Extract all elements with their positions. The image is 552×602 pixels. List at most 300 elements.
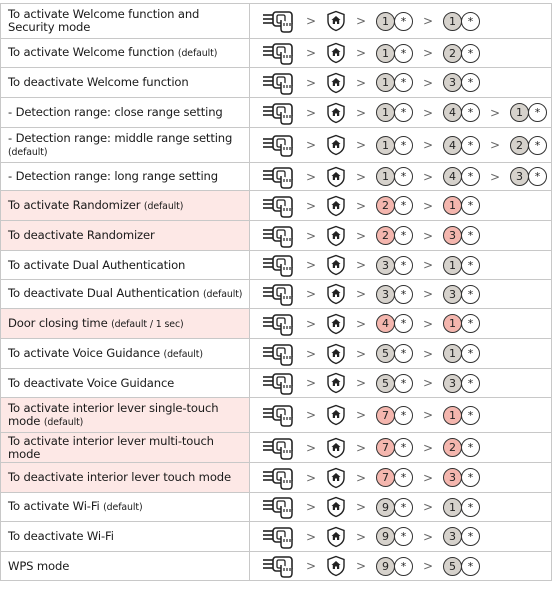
star-key: * (528, 136, 547, 155)
row-label-text: To activate Randomizer (8, 197, 144, 212)
arrow-separator: > (355, 440, 367, 455)
star-key: * (394, 438, 413, 457)
star-key: * (461, 103, 480, 122)
row-label (1, 369, 250, 398)
number-key: 3 (443, 73, 462, 92)
row-label-note: (default) (177, 48, 218, 59)
star-key: * (394, 314, 413, 333)
number-key: 9 (376, 557, 395, 576)
key-press (443, 226, 480, 245)
row-label (1, 493, 250, 522)
home-shield-icon (326, 555, 346, 577)
arrow-separator: > (422, 198, 434, 213)
row-label-text: To deactivate Wi-Fi (8, 529, 114, 543)
number-key: 1 (376, 12, 395, 31)
key-press (443, 557, 480, 576)
star-key: * (394, 44, 413, 63)
home-shield-icon (326, 254, 346, 276)
registration-card-icon (262, 282, 296, 306)
key-press (376, 196, 413, 215)
arrow-separator: > (422, 75, 434, 90)
key-sequence-inner (262, 466, 551, 490)
star-key: * (461, 527, 480, 546)
key-press (443, 136, 480, 155)
arrow-separator: > (355, 376, 367, 390)
key-press (443, 314, 480, 333)
home-shield-icon (326, 10, 346, 32)
key-press (443, 167, 480, 186)
arrow-separator: > (422, 376, 434, 390)
arrow-separator: > (355, 346, 367, 361)
row-label (1, 128, 250, 163)
arrow-separator: > (355, 559, 367, 573)
home-shield-icon (326, 134, 346, 156)
star-key: * (461, 196, 480, 215)
arrow-separator: > (305, 46, 317, 60)
home-shield-icon (326, 313, 346, 335)
key-sequence (250, 280, 552, 309)
key-sequence (250, 522, 552, 552)
key-sequence-inner (262, 133, 551, 157)
registration-card-icon (262, 253, 296, 277)
key-press (510, 103, 547, 122)
row-label-text: To activate Dual Authentication (8, 257, 186, 272)
key-press (443, 196, 480, 215)
key-sequence (250, 552, 552, 581)
star-key: * (394, 285, 413, 304)
key-sequence-inner (262, 165, 551, 189)
registration-card-icon (262, 101, 296, 125)
table-row (1, 552, 552, 581)
home-shield-icon (326, 343, 346, 365)
row-label-note: (default) (163, 348, 203, 360)
row-label-note: (default) (43, 416, 84, 428)
home-shield-icon (326, 437, 346, 459)
row-label-text: To activate Voice Guidance (8, 345, 164, 360)
key-press (376, 557, 413, 576)
settings-table-body (1, 4, 552, 581)
key-sequence (250, 4, 552, 39)
arrow-separator: > (305, 529, 317, 544)
key-press (443, 527, 480, 546)
table-row (1, 522, 552, 552)
key-press (376, 527, 413, 546)
home-shield-icon (326, 496, 346, 518)
row-label-note: (default) (103, 502, 143, 513)
table-row (1, 39, 552, 68)
star-key: * (461, 167, 480, 186)
row-label (1, 4, 250, 39)
star-key: * (461, 374, 480, 393)
key-sequence (250, 433, 552, 463)
key-sequence-inner (262, 194, 551, 218)
home-shield-icon (326, 42, 346, 64)
key-sequence-inner (262, 371, 551, 395)
number-key: 1 (443, 12, 462, 31)
table-row (1, 98, 552, 128)
star-key: * (394, 196, 413, 215)
key-sequence (250, 309, 552, 339)
arrow-separator: > (355, 258, 367, 272)
number-key: 1 (376, 136, 395, 155)
arrow-separator: > (489, 105, 501, 120)
arrow-separator: > (355, 287, 367, 301)
key-sequence-inner (262, 41, 551, 65)
registration-card-icon (262, 9, 296, 33)
arrow-separator: > (305, 14, 317, 28)
star-key: * (461, 285, 480, 304)
table-row (1, 4, 552, 39)
star-key: * (461, 73, 480, 92)
arrow-separator: > (422, 500, 434, 514)
key-sequence (250, 493, 552, 522)
star-key: * (461, 44, 480, 63)
key-sequence (250, 251, 552, 280)
row-label (1, 522, 250, 552)
registration-card-icon (262, 554, 296, 578)
arrow-separator: > (422, 559, 434, 573)
row-label-text: To activate Welcome function (8, 45, 178, 59)
arrow-separator: > (355, 500, 367, 514)
registration-card-icon (262, 133, 296, 157)
registration-card-icon (262, 312, 296, 336)
registration-card-icon (262, 71, 296, 95)
key-press (443, 103, 480, 122)
key-press (376, 406, 413, 425)
row-label-text: - Detection range: middle range setting (8, 130, 233, 145)
registration-card-icon (262, 403, 296, 427)
key-press (376, 344, 413, 363)
number-key: 1 (443, 256, 462, 275)
star-key: * (394, 557, 413, 576)
key-press (376, 226, 413, 245)
arrow-separator: > (422, 287, 434, 301)
table-row (1, 191, 552, 221)
table-row (1, 493, 552, 522)
star-key: * (394, 226, 413, 245)
arrow-separator: > (305, 105, 317, 120)
number-key: 3 (443, 468, 462, 487)
row-label (1, 339, 250, 369)
number-key: 2 (376, 196, 395, 215)
key-press (443, 468, 480, 487)
row-label-text: To deactivate Welcome function (8, 75, 189, 89)
key-press (443, 285, 480, 304)
star-key: * (461, 557, 480, 576)
key-press (443, 12, 480, 31)
home-shield-icon (326, 166, 346, 188)
row-label-text: To deactivate Voice Guidance (8, 375, 175, 390)
key-sequence (250, 463, 552, 493)
key-sequence (250, 98, 552, 128)
arrow-separator: > (489, 138, 501, 152)
table-row (1, 251, 552, 280)
row-label-text: To activate interior lever single-touch mode (8, 400, 219, 428)
arrow-separator: > (355, 408, 367, 422)
number-key: 1 (443, 406, 462, 425)
key-sequence-inner (262, 312, 551, 336)
arrow-separator: > (422, 316, 434, 331)
arrow-separator: > (355, 470, 367, 485)
home-shield-icon (326, 526, 346, 548)
number-key: 2 (443, 438, 462, 457)
key-sequence-inner (262, 253, 551, 277)
key-sequence-inner (262, 495, 551, 519)
star-key: * (461, 256, 480, 275)
row-label-note: (default) (202, 289, 243, 300)
row-label-text: To deactivate Dual Authentication (8, 286, 203, 300)
number-key: 5 (376, 374, 395, 393)
arrow-separator: > (422, 529, 434, 544)
key-press (376, 73, 413, 92)
arrow-separator: > (355, 46, 367, 60)
star-key: * (528, 103, 547, 122)
registration-card-icon (262, 525, 296, 549)
number-key: 1 (443, 498, 462, 517)
star-key: * (461, 344, 480, 363)
key-sequence (250, 163, 552, 191)
key-sequence (250, 128, 552, 163)
star-key: * (461, 406, 480, 425)
row-label-text: To deactivate interior lever touch mode (8, 470, 231, 484)
key-sequence-inner (262, 9, 551, 33)
home-shield-icon (326, 102, 346, 124)
key-press (443, 344, 480, 363)
star-key: * (394, 12, 413, 31)
registration-card-icon (262, 224, 296, 248)
key-press (443, 374, 480, 393)
row-label (1, 68, 250, 98)
table-row (1, 369, 552, 398)
arrow-separator: > (422, 46, 434, 60)
row-label (1, 251, 250, 280)
key-press (376, 285, 413, 304)
arrow-separator: > (305, 228, 317, 243)
row-label-text: Door closing time (8, 315, 112, 330)
registration-card-icon (262, 165, 296, 189)
arrow-separator: > (305, 500, 317, 514)
key-press (376, 44, 413, 63)
home-shield-icon (326, 372, 346, 394)
row-label (1, 433, 250, 463)
key-press (376, 438, 413, 457)
key-press (443, 44, 480, 63)
table-row (1, 68, 552, 98)
table-row (1, 463, 552, 493)
key-sequence (250, 369, 552, 398)
table-row (1, 433, 552, 463)
number-key: 7 (376, 406, 395, 425)
key-press (376, 167, 413, 186)
key-press (376, 374, 413, 393)
arrow-separator: > (305, 470, 317, 485)
arrow-separator: > (305, 258, 317, 272)
number-key: 3 (443, 285, 462, 304)
registration-card-icon (262, 41, 296, 65)
number-key: 1 (376, 73, 395, 92)
arrow-separator: > (422, 258, 434, 272)
number-key: 1 (443, 314, 462, 333)
row-label (1, 398, 250, 433)
key-press (443, 498, 480, 517)
arrow-separator: > (355, 529, 367, 544)
key-press (376, 314, 413, 333)
table-row (1, 163, 552, 191)
star-key: * (461, 12, 480, 31)
number-key: 7 (376, 438, 395, 457)
row-label (1, 309, 250, 339)
arrow-separator: > (422, 228, 434, 243)
row-label (1, 191, 250, 221)
arrow-separator: > (422, 408, 434, 422)
star-key: * (461, 314, 480, 333)
key-press (443, 406, 480, 425)
star-key: * (394, 344, 413, 363)
registration-card-icon (262, 194, 296, 218)
key-sequence (250, 39, 552, 68)
number-key: 3 (443, 226, 462, 245)
arrow-separator: > (422, 14, 434, 28)
home-shield-icon (326, 225, 346, 247)
row-label (1, 98, 250, 128)
row-label (1, 463, 250, 493)
key-sequence-inner (262, 554, 551, 578)
row-label-text: To activate interior lever multi-touch mode (8, 433, 214, 461)
key-sequence (250, 221, 552, 251)
key-sequence (250, 398, 552, 433)
home-shield-icon (326, 195, 346, 217)
key-press (376, 468, 413, 487)
row-label-text: - Detection range: close range setting (8, 105, 223, 119)
star-key: * (394, 406, 413, 425)
key-sequence (250, 339, 552, 369)
home-shield-icon (326, 404, 346, 426)
star-key: * (394, 136, 413, 155)
row-label (1, 552, 250, 581)
number-key: 4 (443, 103, 462, 122)
registration-card-icon (262, 342, 296, 366)
registration-card-icon (262, 495, 296, 519)
number-key: 1 (443, 196, 462, 215)
key-sequence-inner (262, 101, 551, 125)
row-label (1, 221, 250, 251)
number-key: 2 (510, 136, 529, 155)
number-key: 2 (376, 226, 395, 245)
arrow-separator: > (355, 14, 367, 28)
row-label-text: - Detection range: long range setting (8, 169, 218, 183)
star-key: * (394, 256, 413, 275)
arrow-separator: > (355, 75, 367, 90)
table-row (1, 128, 552, 163)
key-press (376, 103, 413, 122)
star-key: * (394, 498, 413, 517)
arrow-separator: > (305, 559, 317, 573)
row-label (1, 39, 250, 68)
number-key: 5 (376, 344, 395, 363)
number-key: 9 (376, 498, 395, 517)
registration-card-icon (262, 436, 296, 460)
key-sequence-inner (262, 71, 551, 95)
number-key: 1 (443, 344, 462, 363)
arrow-separator: > (305, 169, 317, 184)
star-key: * (394, 468, 413, 487)
number-key: 3 (510, 167, 529, 186)
arrow-separator: > (305, 75, 317, 90)
number-key: 1 (376, 103, 395, 122)
arrow-separator: > (355, 105, 367, 120)
number-key: 3 (376, 285, 395, 304)
star-key: * (394, 167, 413, 186)
number-key: 4 (443, 167, 462, 186)
home-shield-icon (326, 283, 346, 305)
number-key: 1 (510, 103, 529, 122)
registration-card-icon (262, 466, 296, 490)
key-sequence-inner (262, 342, 551, 366)
table-row (1, 221, 552, 251)
row-label-note: (default / 1 sec) (111, 318, 184, 330)
table-row (1, 280, 552, 309)
key-press (443, 256, 480, 275)
arrow-separator: > (305, 287, 317, 301)
star-key: * (394, 73, 413, 92)
arrow-separator: > (305, 408, 317, 422)
arrow-separator: > (422, 169, 434, 184)
home-shield-icon (326, 467, 346, 489)
number-key: 4 (376, 314, 395, 333)
key-sequence-inner (262, 224, 551, 248)
registration-card-icon (262, 371, 296, 395)
key-press (510, 136, 547, 155)
arrow-separator: > (355, 138, 367, 152)
row-label-text: To activate Welcome function and Security mode (8, 7, 200, 34)
row-label-note: (default) (143, 200, 184, 212)
table-row (1, 339, 552, 369)
arrow-separator: > (422, 470, 434, 485)
arrow-separator: > (305, 198, 317, 213)
number-key: 7 (376, 468, 395, 487)
key-sequence-inner (262, 436, 551, 460)
row-label (1, 163, 250, 191)
arrow-separator: > (422, 440, 434, 455)
star-key: * (461, 468, 480, 487)
number-key: 1 (376, 167, 395, 186)
arrow-separator: > (355, 316, 367, 331)
key-sequence-inner (262, 282, 551, 306)
arrow-separator: > (305, 316, 317, 331)
key-press (376, 256, 413, 275)
number-key: 5 (443, 557, 462, 576)
star-key: * (461, 226, 480, 245)
key-sequence (250, 68, 552, 98)
arrow-separator: > (489, 169, 501, 184)
table-row (1, 398, 552, 433)
key-press (510, 167, 547, 186)
arrow-separator: > (305, 376, 317, 390)
arrow-separator: > (422, 105, 434, 120)
table-row (1, 309, 552, 339)
number-key: 3 (443, 374, 462, 393)
key-sequence-inner (262, 525, 551, 549)
star-key: * (461, 498, 480, 517)
arrow-separator: > (355, 169, 367, 184)
number-key: 9 (376, 527, 395, 546)
key-press (376, 498, 413, 517)
number-key: 3 (443, 527, 462, 546)
key-sequence-inner (262, 403, 551, 427)
star-key: * (394, 374, 413, 393)
star-key: * (461, 438, 480, 457)
arrow-separator: > (305, 138, 317, 152)
